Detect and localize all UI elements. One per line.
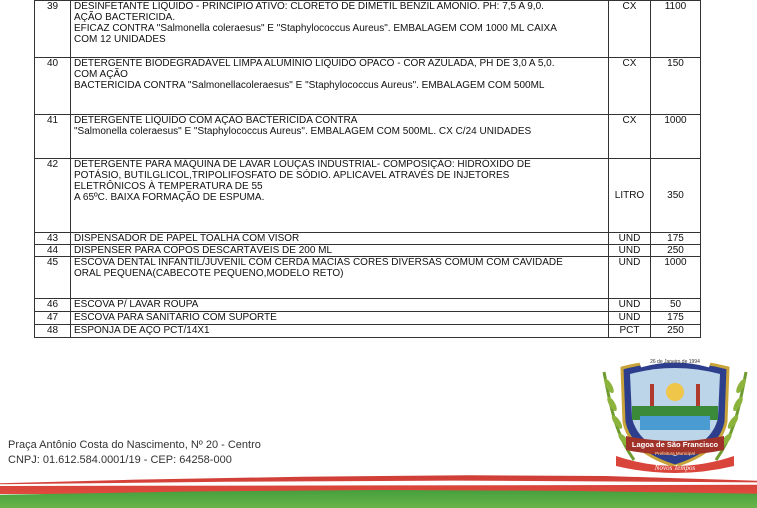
table-row (35, 325, 701, 338)
item-number: 47 (35, 312, 71, 325)
item-unit: UND (609, 312, 651, 325)
item-quantity: 175 (651, 233, 701, 245)
municipality-subtitle: Prefeitura Municipal (655, 451, 695, 456)
item-quantity: 1100 (651, 1, 701, 58)
item-description: DETERGENTE LÍQUIDO COM AÇÃO BACTERICIDA CONTRA "Salmonella coleraesus" E "Staphylococcus Aureus". EMBALAGEM COM 500ML. CX C/24 UNIDADES (71, 115, 609, 159)
item-number: 40 (35, 58, 71, 115)
item-unit: UND (609, 257, 651, 299)
item-number: 48 (35, 325, 71, 338)
item-number: 45 (35, 257, 71, 299)
item-number: 46 (35, 299, 71, 312)
item-number: 44 (35, 245, 71, 257)
table-row (35, 115, 701, 159)
item-number: 39 (35, 1, 71, 58)
items-table (34, 0, 701, 338)
motto: Novos Tempos (654, 464, 696, 472)
item-quantity: 250 (651, 245, 701, 257)
item-unit: UND (609, 245, 651, 257)
table-row (35, 1, 701, 58)
item-description: DETERGENTE BIODEGRADÁVEL LIMPA ALUMÍNIO LIQUIDO OPACO - COR AZULADA, PH DE 3,0 A 5,0. COM AÇÃO BACTERICIDA CONTRA "Salmonellacoleraesus" E "Staphylococcus Aureus". EMBALAGEM COM 500ML (71, 58, 609, 115)
item-quantity: 1000 (651, 115, 701, 159)
item-description: ESCOVA PARA SANITÁRIO COM SUPORTE (71, 312, 609, 325)
table-row (35, 233, 701, 245)
item-description: DETERGENTE PARA MÁQUINA DE LAVAR LOUÇAS INDUSTRIAL- COMPOSIÇÃO: HIDRÓXIDO DE POTÁSIO, BUTILGLICOL,TRIPOLIFOSFATO DE SÓDIO. APLICAVEL ATRAVÉS DE INJETORES ELETRÔNICOS À TEMPERATURA DE 55 A 65ºC. BAIXA FORMAÇÃO DE ESPUMA. (71, 159, 609, 233)
item-description: DESINFETANTE LÍQUIDO - PRINCÍPIO ATIVO: CLORETO DE DIMETIL BENZIL AMONIO. PH: 7,5 A 9,0. AÇÃO BACTERICIDA. EFICAZ CONTRA "Salmonella coleraesus" E "Staphylococcus Aureus". EMBALAGEM COM 1000 ML CAIXA COM 12 UNIDADES (71, 1, 609, 58)
item-description: DISPENSADOR DE PAPEL TOALHA COM VISOR (71, 233, 609, 245)
item-quantity: 175 (651, 312, 701, 325)
table-row (35, 58, 701, 115)
table-row (35, 299, 701, 312)
item-description: ESPONJA DE AÇO PCT/14X1 (71, 325, 609, 338)
footer-registration: CNPJ: 01.612.584.0001/19 - CEP: 64258-000 (8, 454, 232, 466)
item-unit: UND (609, 299, 651, 312)
item-number: 42 (35, 159, 71, 233)
founding-date: 26 de Janeiro de 1994 (650, 359, 700, 365)
table-row (35, 257, 701, 299)
table-row (35, 159, 701, 233)
item-unit: PCT (609, 325, 651, 338)
item-unit: UND (609, 233, 651, 245)
item-unit: CX (609, 1, 651, 58)
sun-icon (666, 383, 684, 401)
shield-lake (640, 416, 710, 430)
item-quantity: 150 (651, 58, 701, 115)
item-unit: CX (609, 115, 651, 159)
item-description: ESCOVA DENTAL INFANTIL/JUVENIL COM CERDA MACIAS CORES DIVERSAS COMUM COM CAVIDADE ORAL PEQUENA(CABECOTE PEQUENO,MODELO RETO) (71, 257, 609, 299)
item-description: DISPENSER PARA COPOS DESCARTÁVEIS DE 200 ML (71, 245, 609, 257)
item-unit: CX (609, 58, 651, 115)
table-row (35, 245, 701, 257)
item-quantity: 50 (651, 299, 701, 312)
shield-figure (696, 384, 700, 406)
table-row (35, 312, 701, 325)
footer-address-block (8, 438, 261, 468)
footer-address: Praça Antônio Costa do Nascimento, Nº 20 - Centro (8, 439, 261, 451)
item-quantity: 250 (651, 325, 701, 338)
item-number: 43 (35, 233, 71, 245)
item-number: 41 (35, 115, 71, 159)
item-unit: LITRO (609, 159, 651, 233)
item-quantity: 350 (651, 159, 701, 233)
municipality-name: Lagoa de São Francisco (631, 440, 719, 449)
item-description: ESCOVA P/ LAVAR ROUPA (71, 299, 609, 312)
shield-figure (650, 384, 654, 406)
municipal-coat-of-arms (600, 352, 750, 477)
item-quantity: 1000 (651, 257, 701, 299)
